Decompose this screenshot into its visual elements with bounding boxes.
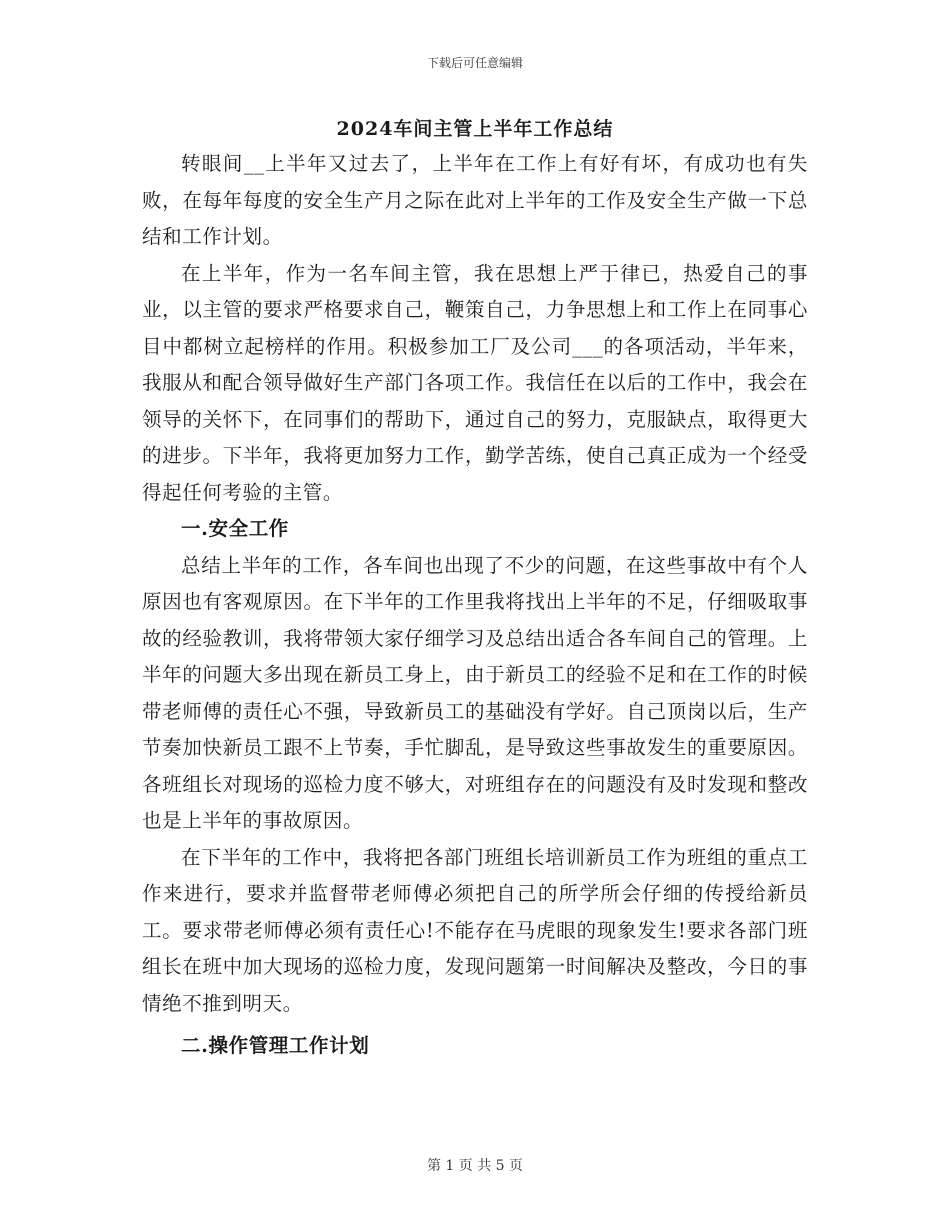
paragraph-self-review: 在上半年，作为一名车间主管，我在思想上严于律已，热爱自己的事业，以主管的要求严格要求自己，鞭策自己，力争思想上和工作上在同事心目中都树立起榜样的作用。积极参加工厂及公司___的各项活动，半年来，我服从和配合领导做好生产部门各项工作。我信任在以后的工作中，我会在领导的关怀下，在同事们的帮助下，通过自己的努力，克服缺点，取得更大的进步。下半年，我将更加努力工作，勤学苦练，使自己真正成为一个经受得起任何考验的主管。 <box>142 261 808 504</box>
download-note: 下载后可任意编辑 <box>426 56 523 70</box>
page-number: 第 1 页 共 5 页 <box>426 1158 524 1174</box>
document-body <box>142 146 808 1065</box>
paragraph-intro: 转眼间__上半年又过去了，上半年在工作上有好有坏，有成功也有失败，在每年每度的安全生产月之际在此对上半年的工作及安全生产做一下总结和工作计划。 <box>142 152 808 248</box>
section-heading-operations: 二.操作管理工作计划 <box>181 1034 370 1057</box>
section-heading-safety: 一.安全工作 <box>181 517 289 540</box>
document-title: 2024车间主管上半年工作总结 <box>336 118 614 140</box>
paragraph-safety-plan: 在下半年的工作中，我将把各部门班组长培训新员工作为班组的重点工作来进行，要求并监督带老师傅必须把自己的所学所会仔细的传授给新员工。要求带老师傅必须有责任心!不能存在马虎眼的现象发生!要求各部门班组长在班中加大现场的巡检力度，发现问题第一时间解决及整改，今日的事情绝不推到明天。 <box>142 845 808 1015</box>
paragraph-safety-summary: 总结上半年的工作，各车间也出现了不少的问题，在这些事故中有个人原因也有客观原因。在下半年的工作里我将找出上半年的不足，仔细吸取事故的经验教训，我将带领大家仔细学习及总结出适合各车间自己的管理。上半年的问题大多出现在新员工身上，由于新员工的经验不足和在工作的时候带老师傅的责任心不强，导致新员工的基础没有学好。自己顶岗以后，生产节奏加快新员工跟不上节奏，手忙脚乱，是导致这些事故发生的重要原因。各班组长对现场的巡检力度不够大，对班组存在的问题没有及时发现和整改也是上半年的事故原因。 <box>142 553 808 832</box>
